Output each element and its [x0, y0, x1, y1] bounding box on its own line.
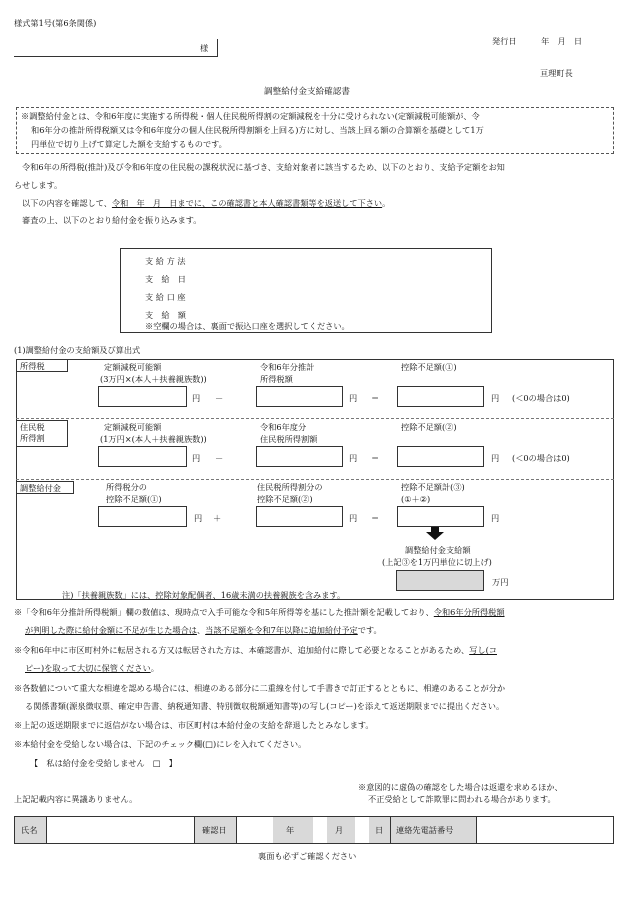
- intro-line-3: 円単位で切り上げて算定した額を支給するものです。: [31, 139, 227, 149]
- r1-unit-2: 円: [349, 393, 358, 403]
- estimated-income-tax-input[interactable]: [256, 386, 343, 407]
- resident-tax-deduction-input[interactable]: [98, 446, 187, 467]
- payment-account-label: 支 給 口 座: [145, 292, 186, 302]
- phone-label: 連絡先電話番号: [396, 825, 454, 835]
- note-1-b: 令和6年分所得税額: [433, 607, 505, 617]
- r1-cond: (＜0の場合は0): [512, 393, 570, 403]
- r2-c2-l1: 令和6年度分: [260, 422, 307, 432]
- note-2-line1: [14, 645, 497, 656]
- r3-c3-l2: (①＋②): [401, 494, 431, 504]
- warning-line-1: ※意図的に虚偽の確認をした場合は返還を求めるほか、: [358, 782, 563, 792]
- body-p2-prefix: 以下の内容を確認して、: [22, 198, 112, 208]
- note-2-a: ※令和6年中に市区町村外に転居される方又は転居された方は、本確認書が、追加給付に際して必要となることがあるため、: [14, 645, 470, 655]
- r3-op-plus: ＋: [213, 513, 222, 523]
- note-2-c: ピー)を取って大切に保管ください: [25, 663, 151, 673]
- r3-c1-l1: 所得税分の: [106, 482, 147, 492]
- note-1-f: です。: [357, 625, 382, 635]
- signature-table: [14, 816, 614, 844]
- warning-line-2: 不正受給として詐欺罪に問われる場合があります。: [368, 794, 556, 804]
- addressee-suffix: 様: [200, 43, 209, 53]
- row2-label-1: 住民税: [20, 422, 45, 432]
- note-2-b: 写し(コ: [469, 645, 497, 655]
- r3-unit-3: 円: [491, 513, 500, 523]
- r2-unit-2: 円: [349, 453, 358, 463]
- r2-op-minus: －: [215, 453, 224, 463]
- note-1-line2: [25, 625, 382, 636]
- payment-method-label: 支 給 方 法: [145, 256, 186, 266]
- note-1-e: 当該不足額を令和7年以降に追加給付予定: [205, 625, 358, 635]
- decline-checkbox-line[interactable]: 【 私は給付金を受給しません □ 】: [30, 758, 177, 768]
- payment-amount-label: 支 給 額: [145, 310, 186, 320]
- row-label-resident-tax: [16, 420, 68, 447]
- calc-footnote: 注)「扶養親族数」には、控除対象配偶者、16歳未満の扶養親族を含みます。: [62, 590, 346, 600]
- r1-unit-3: 円: [491, 393, 500, 403]
- body-p1-line1: 令和6年の所得税(推計)及び令和6年度の住民税の課税状況に基づき、支給対象者に該当するため、以下のとおり、支給予定額をお知: [22, 162, 505, 172]
- month-input[interactable]: [313, 817, 327, 843]
- row-label-adjustment: 調整給付金: [16, 481, 74, 494]
- r3-unit-1: 円: [194, 513, 203, 523]
- r2-unit-1: 円: [192, 453, 201, 463]
- year-label: 年: [286, 825, 295, 835]
- agreement-statement: 上記記載内容に異議ありません。: [14, 794, 138, 804]
- final-label-2: (上記③を1万円単位に切上げ): [382, 557, 492, 567]
- r1-unit-1: 円: [192, 393, 201, 403]
- intro-line-2: 和6年分の推計所得税額又は令和6年度分の個人住民税所得割額を上回る)方に対し、当該上回る額の合算額を基礎として1万: [31, 125, 484, 135]
- r2-cond: (＜0の場合は0): [512, 453, 570, 463]
- note-1-line1: [14, 607, 505, 618]
- intro-line-1: ※調整給付金とは、令和6年度に実施する所得税・個人住民税所得割の定額減税を十分に受けられない(定額減税可能額が、令: [21, 111, 480, 121]
- r2-op-equals: ＝: [371, 453, 380, 463]
- phone-input[interactable]: [477, 817, 613, 843]
- income-shortfall-copy-input[interactable]: [98, 506, 187, 527]
- r2-c1-l2: (1万円×(本人＋扶養親族数)): [100, 434, 207, 444]
- row-label-income-tax: 所得税: [16, 359, 68, 372]
- r2-unit-3: 円: [491, 453, 500, 463]
- r3-unit-2: 円: [349, 513, 358, 523]
- day-label: 日: [375, 825, 384, 835]
- note-1-d: 、: [196, 625, 206, 635]
- r1-c3-l1: 控除不足額(①): [401, 362, 457, 372]
- note-2-line2: [25, 663, 159, 674]
- body-p2: [22, 198, 390, 209]
- addressee-field[interactable]: [14, 39, 218, 57]
- calc-section-title: (1)調整給付金の支給額及び算出式: [14, 345, 141, 355]
- income-tax-deduction-input[interactable]: [98, 386, 187, 407]
- confirm-date-label: 確認日: [202, 825, 227, 835]
- r3-c2-l1: 住民税所得割分の: [257, 482, 323, 492]
- row2-label-2: 所得割: [20, 432, 45, 443]
- final-unit: 万円: [492, 577, 509, 587]
- issuer: 亘理町長: [540, 68, 573, 78]
- r1-op-equals: ＝: [371, 393, 380, 403]
- name-input[interactable]: [47, 817, 195, 843]
- final-payment-amount-field[interactable]: [396, 570, 484, 591]
- note-3-line2: る関係書類(源泉徴収票、確定申告書、納税通知書、特別徴収税額通知書等)の写し(コピー)を添えて返送期限までに提出ください。: [25, 701, 505, 711]
- note-1-a: ※「令和6年分推計所得税額」欄の数値は、現時点で入手可能な令和5年所得等を基にした推計額を記載しており、: [14, 607, 434, 617]
- payment-blank-note: ※空欄の場合は、裏面で振込口座を選択してください。: [145, 321, 350, 331]
- r3-c3-l1: 控除不足額計(③): [401, 482, 465, 492]
- form-number: 様式第1号(第6条関係): [14, 18, 97, 28]
- note-4: ※上記の返送期限までに返信がない場合は、市区町村は本給付金の支給を辞退したとみなします。: [14, 720, 374, 730]
- document-title: 調整給付金支給確認書: [264, 87, 350, 97]
- r1-c1-l2: (3万円×(本人＋扶養親族数)): [100, 374, 207, 384]
- note-3-line1: ※各数値について重大な相違を認める場合には、相違のある部分に二重線を付して手書きで訂正するとともに、相違のあることが分か: [14, 683, 506, 693]
- note-5: ※本給付金を受給しない場合は、下記のチェック欄(□)にレを入れてください。: [14, 739, 307, 749]
- resident-shortfall-copy-input[interactable]: [256, 506, 343, 527]
- note-1-c: が判明した際に給付金額に不足が生じた場合は: [25, 625, 197, 635]
- footer-note: 裏面も必ずご確認ください: [258, 851, 357, 861]
- r2-c2-l2: 住民税所得割額: [260, 434, 318, 444]
- r3-c2-l2: 控除不足額(②): [257, 494, 313, 504]
- payment-date-label: 支 給 日: [145, 274, 186, 284]
- final-label-1: 調整給付金支給額: [405, 545, 471, 555]
- name-label: 氏名: [21, 825, 38, 835]
- note-2-d: 。: [150, 663, 159, 673]
- r1-c2-l2: 所得税額: [260, 374, 293, 384]
- shortfall-1-input[interactable]: [397, 386, 484, 407]
- r2-c1-l1: 定額減税可能額: [104, 422, 162, 432]
- month-label: 月: [335, 825, 344, 835]
- body-p1-line2: らせします。: [14, 180, 63, 190]
- body-p2-suffix: 。: [382, 198, 391, 208]
- r1-c2-l1: 令和6年分推計: [260, 362, 315, 372]
- r1-op-minus: －: [215, 393, 224, 403]
- row-separator-1: [16, 418, 614, 419]
- body-p3: 審査の上、以下のとおり給付金を振り込みます。: [22, 215, 202, 225]
- day-input[interactable]: [355, 817, 369, 843]
- intro-note-box: [16, 107, 614, 154]
- shortfall-2-input[interactable]: [397, 446, 484, 467]
- arrow-down-icon: [426, 532, 444, 540]
- r2-c3-l1: 控除不足額(②): [401, 422, 457, 432]
- payment-info-box: [120, 248, 492, 333]
- return-deadline: 令和 年 月 日までに、この確認書と本人確認書類等を返送して下さい: [111, 198, 383, 208]
- year-input[interactable]: [237, 817, 273, 843]
- shortfall-total-input[interactable]: [397, 506, 484, 527]
- r3-op-equals: ＝: [371, 513, 380, 523]
- row-separator-2: [16, 479, 614, 480]
- resident-tax-amount-input[interactable]: [256, 446, 343, 467]
- issue-date: 発行日 年 月 日: [492, 36, 583, 46]
- r3-c1-l2: 控除不足額(①): [106, 494, 162, 504]
- r1-c1-l1: 定額減税可能額: [104, 362, 162, 372]
